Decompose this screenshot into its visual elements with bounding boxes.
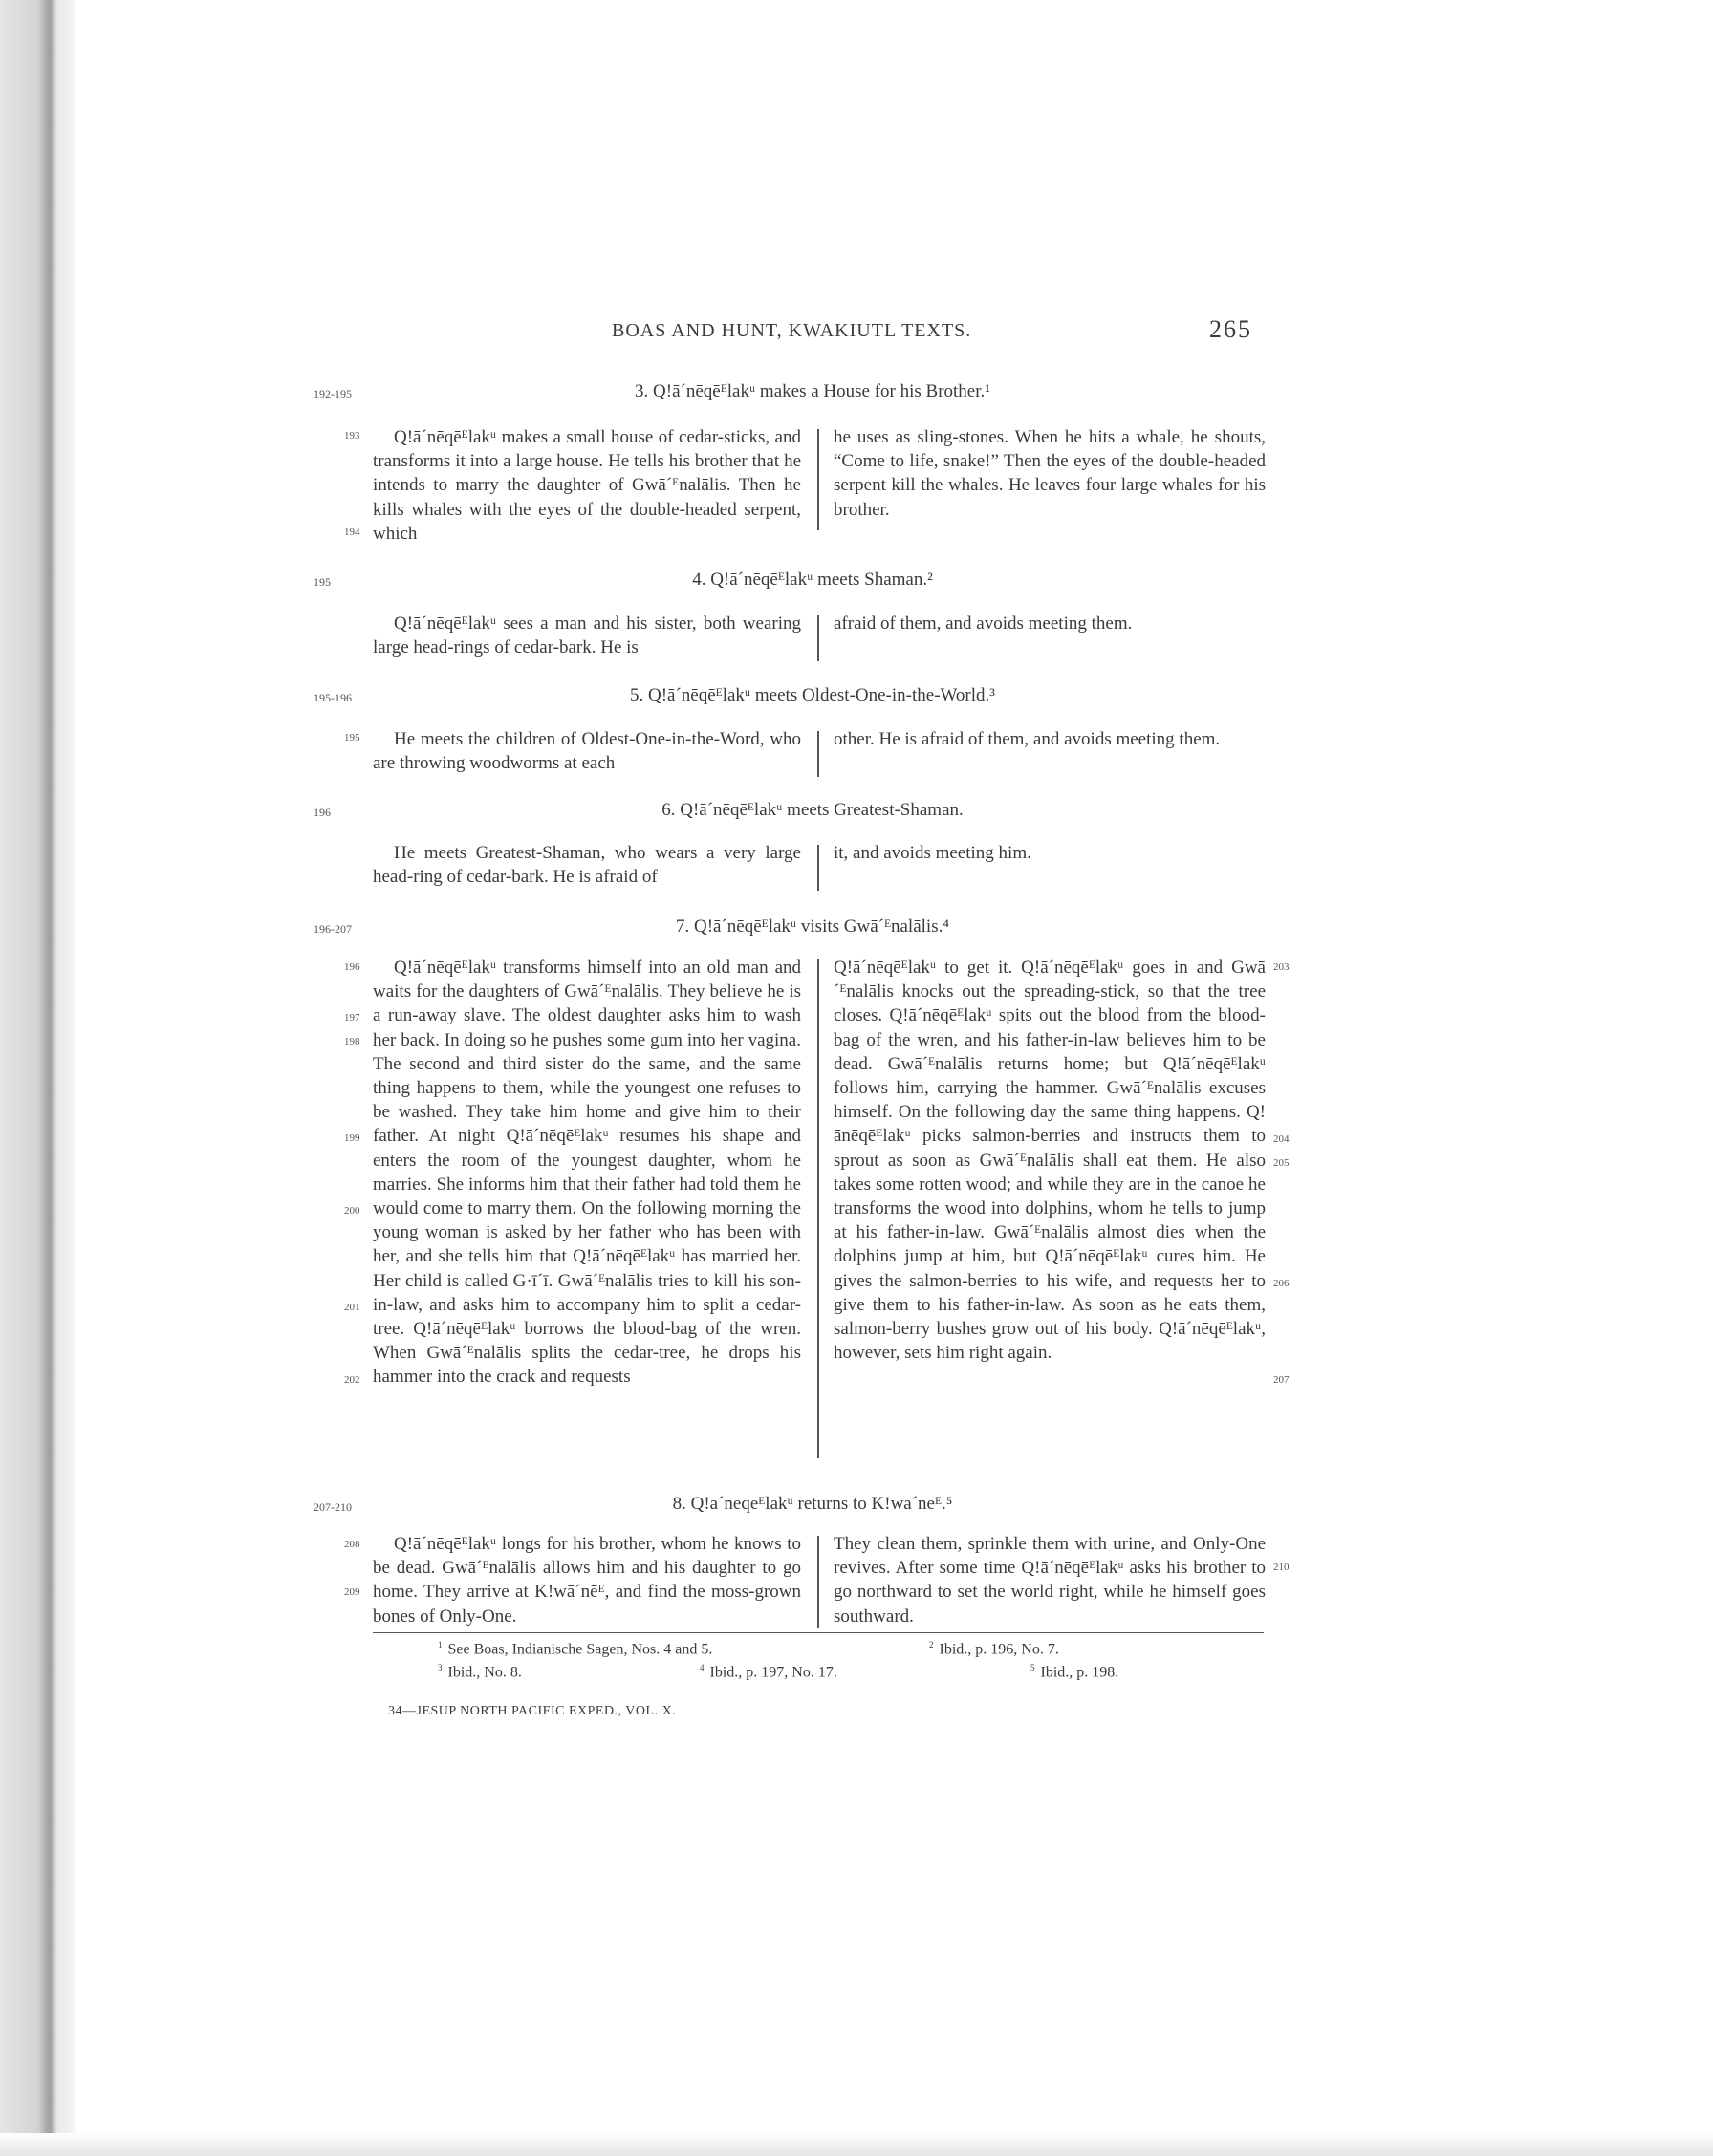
line-number: 209 bbox=[344, 1586, 360, 1598]
line-number: 210 bbox=[1273, 1562, 1290, 1573]
footnote-5: $^5$ Ibid., p. 198. bbox=[1030, 1663, 1119, 1681]
section-title: 6. Q!ā´nēqēᴱlakᵘ meets Greatest-Shaman. bbox=[661, 800, 964, 820]
section-right-column: afraid of them, and avoids meeting them. bbox=[834, 614, 1133, 634]
page-bottom-edge bbox=[0, 2133, 1713, 2156]
section-title: 7. Q!ā´nēqēᴱlakᵘ visits Gwā´ᴱnalālis.⁴ bbox=[676, 916, 949, 937]
running-title: BOAS AND HUNT, KWAKIUTL TEXTS. bbox=[612, 320, 972, 341]
printer-signature: 34—JESUP NORTH PACIFIC EXPED., VOL. X. bbox=[388, 1704, 677, 1718]
footnote-4: $^4$ Ibid., p. 197, No. 17. bbox=[700, 1663, 837, 1681]
section-left-column: Q!ā´nēqēᴱlakᵘ makes a small house of cedar-sticks, and transforms it into a large house. He tells his brother that he intends to marry the daughter of Gwā´ᴱnalālis. Then he kills whales with the eyes of the double-headed serpent, which bbox=[373, 427, 801, 544]
section-title: 5. Q!ā´nēqēᴱlakᵘ meets Oldest-One-in-the-World.³ bbox=[630, 685, 995, 705]
line-number: 206 bbox=[1273, 1278, 1290, 1289]
line-number: 193 bbox=[344, 430, 360, 442]
footnote-2: $^2$ Ibid., p. 196, No. 7. bbox=[929, 1640, 1059, 1658]
footnote-1: $^1$ See Boas, Indianische Sagen, Nos. 4 and 5. bbox=[438, 1640, 713, 1658]
column-divider bbox=[817, 959, 819, 1458]
section-left-column: He meets the children of Oldest-One-in-the-Word, who are throwing woodworms at each bbox=[373, 729, 801, 774]
page-number: 265 bbox=[1209, 315, 1252, 343]
section-title: 4. Q!ā´nēqēᴱlakᵘ meets Shaman.² bbox=[692, 570, 933, 590]
section-left-column: Q!ā´nēqēᴱlakᵘ transforms himself into an old man and waits for the daughters of Gwā´ᴱnalālis. They believe he is a run-away slave. The oldest daughter asks him to wash her back. In doing so he pushes some gum into her vagina. The second and third sister do the same, and the same thing happens to them, while the youngest one refuses to be washed. They take him home and give him to their father. At night Q!ā´nēqēᴱlakᵘ resumes his shape and enters the room of the youngest daughter, whom he marries. She informs him that their father had told them he would come to marry them. On the following morning the young woman is asked by her father who has been with her, and she tells him that Q!ā´nēqēᴱlakᵘ has married her. Her child is called G·ī´ī. Gwā´ᴱnalālis tries to kill his son-in-law, and asks him to accompany him to split a cedar-tree. Q!ā´nēqēᴱlakᵘ borrows the blood-bag of the wren. When Gwā´ᴱnalālis splits the cedar-tree, he drops his hammer into the crack and requests bbox=[373, 958, 801, 1388]
column-divider bbox=[817, 1536, 819, 1628]
line-number: 194 bbox=[344, 527, 360, 538]
section-line-range: 195-196 bbox=[314, 691, 352, 704]
section-right-column: Q!ā´nēqēᴱlakᵘ to get it. Q!ā´nēqēᴱlakᵘ goes in and Gwā´ᴱnalālis knocks out the spreading-stick, so that the tree closes. Q!ā´nēqēᴱlakᵘ spits out the blood from the blood-bag of the wren, and his father-in-law believes him to be dead. Gwā´ᴱnalālis returns home; but Q!ā´nēqēᴱlakᵘ follows him, carrying the hammer. Gwā´ᴱnalālis excuses himself. On the following day the same thing happens. Q!ānēqēᴱlakᵘ picks salmon-berries and instructs them to sprout as soon as Gwā´ᴱnalālis shall eat them. He also takes some rotten wood; and while they are in the canoe he transforms the wood into dolphins, whom he tells to jump at his father-in-law. Gwā´ᴱnalālis almost dies when the dolphins jump at him, but Q!ā´nēqēᴱlakᵘ cures him. He gives the salmon-berries to his wife, and requests her to give them to his father-in-law. As soon as he eats them, salmon-berry bushes grow out of his body. Q!ā´nēqēᴱlakᵘ, however, sets him right again. bbox=[834, 958, 1266, 1364]
line-number: 201 bbox=[344, 1302, 360, 1313]
section-left-column: Q!ā´nēqēᴱlakᵘ longs for his brother, whom he knows to be dead. Gwā´ᴱnalālis allows him and his daughter to go home. They arrive at K!wā´nēᴱ, and find the moss-grown bones of Only-One. bbox=[373, 1534, 801, 1627]
section-line-range: 196 bbox=[314, 806, 331, 819]
book-spine-shadow bbox=[0, 0, 76, 2156]
footnote-rule bbox=[373, 1632, 1264, 1633]
section-line-range: 196-207 bbox=[314, 922, 352, 936]
running-header bbox=[373, 315, 1252, 354]
section-left-column: Q!ā´nēqēᴱlakᵘ sees a man and his sister, both wearing large head-rings of cedar-bark. He is bbox=[373, 614, 801, 658]
column-divider bbox=[817, 429, 819, 530]
section-right-column: he uses as sling-stones. When he hits a whale, he shouts, “Come to life, snake!” Then the eyes of the double-headed serpent kill the whales. He leaves four large whales for his brother. bbox=[834, 427, 1266, 520]
line-number: 204 bbox=[1273, 1133, 1290, 1145]
line-number: 208 bbox=[344, 1539, 360, 1550]
line-number: 198 bbox=[344, 1036, 360, 1047]
line-number: 195 bbox=[344, 732, 360, 744]
section-line-range: 192-195 bbox=[314, 387, 352, 400]
section-right-column: They clean them, sprinkle them with urine, and Only-One revives. After some time Q!ā´nēqēᴱlakᵘ asks his brother to go northward to set the world right, while he himself goes southward. bbox=[834, 1534, 1266, 1627]
line-number: 202 bbox=[344, 1374, 360, 1386]
column-divider bbox=[817, 731, 819, 777]
line-number: 207 bbox=[1273, 1374, 1290, 1386]
section-line-range: 207-210 bbox=[314, 1500, 352, 1514]
footnote-3: $^3$ Ibid., No. 8. bbox=[438, 1663, 522, 1681]
section-title: 3. Q!ā´nēqēᴱlakᵘ makes a House for his Brother.¹ bbox=[635, 381, 990, 401]
line-number: 200 bbox=[344, 1205, 360, 1217]
column-divider bbox=[817, 615, 819, 661]
line-number: 197 bbox=[344, 1012, 360, 1024]
section-right-column: it, and avoids meeting him. bbox=[834, 843, 1031, 863]
section-line-range: 195 bbox=[314, 575, 331, 589]
line-number: 196 bbox=[344, 961, 360, 973]
section-left-column: He meets Greatest-Shaman, who wears a very large head-ring of cedar-bark. He is afraid of bbox=[373, 843, 801, 888]
line-number: 203 bbox=[1273, 961, 1290, 973]
line-number: 205 bbox=[1273, 1157, 1290, 1169]
section-title: 8. Q!ā´nēqēᴱlakᵘ returns to K!wā´nēᴱ.⁵ bbox=[672, 1494, 953, 1514]
line-number: 199 bbox=[344, 1132, 360, 1144]
column-divider bbox=[817, 845, 819, 891]
section-right-column: other. He is afraid of them, and avoids meeting them. bbox=[834, 729, 1221, 749]
